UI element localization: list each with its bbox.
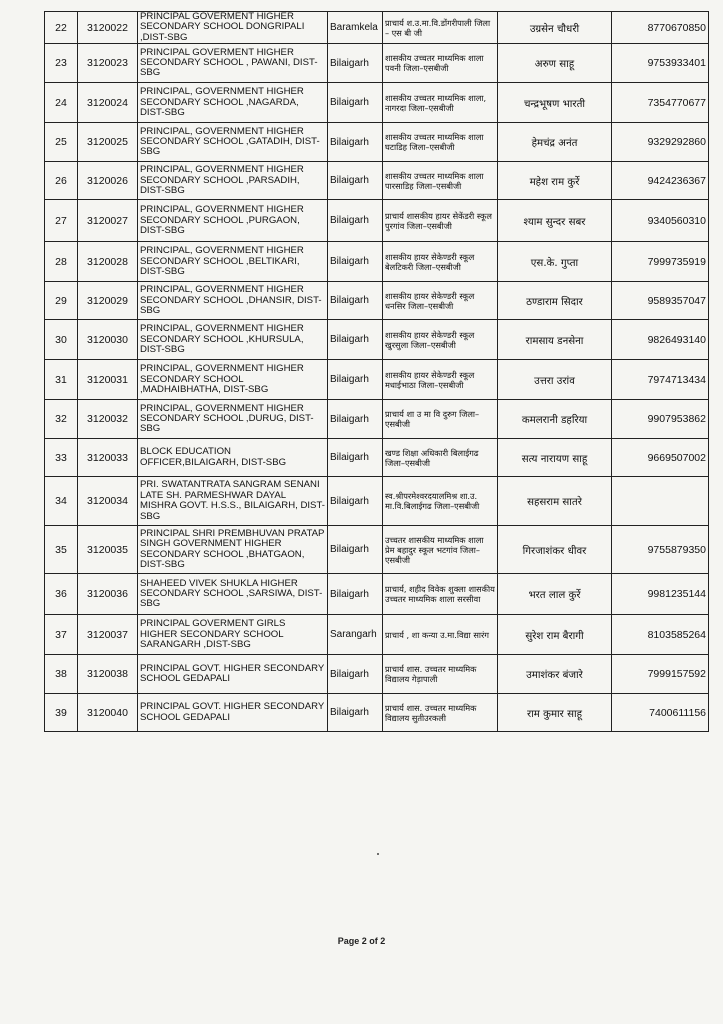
serial-number-cell: 33	[45, 439, 78, 477]
school-code-cell: 3120027	[78, 200, 138, 242]
table-row	[45, 360, 709, 400]
table-row	[45, 200, 709, 242]
officer-name-cell: गिरजाशंकर धीवर	[498, 526, 612, 574]
table-row	[45, 83, 709, 123]
school-name-cell: PRINCIPAL, GOVERNMENT HIGHER SECONDARY SCHOOL ,KHURSULA, DIST-SBG	[138, 320, 328, 360]
school-name-cell: PRINCIPAL, GOVERNMENT HIGHER SECONDARY SCHOOL ,PARSADIH, DIST-SBG	[138, 162, 328, 200]
block-cell: Bilaigarh	[328, 123, 383, 162]
office-hindi-cell: प्राचार्य, शहीद विवेक शुक्ला शासकीय उच्चतर माध्यमिक शाला सरसीवा	[383, 574, 498, 615]
school-code-cell: 3120037	[78, 615, 138, 655]
office-hindi-cell: शासकीय उच्चतर माध्यमिक शाला घटाडिह जिला–एसबीजी	[383, 123, 498, 162]
officer-name-cell: उत्तरा उरांव	[498, 360, 612, 400]
school-name-cell: PRINCIPAL, GOVERNMENT HIGHER SECONDARY SCHOOL ,DHANSIR, DIST-SBG	[138, 282, 328, 320]
block-cell: Bilaigarh	[328, 477, 383, 526]
table-row	[45, 526, 709, 574]
table-row	[45, 655, 709, 694]
table-body	[45, 12, 709, 732]
school-code-cell: 3120029	[78, 282, 138, 320]
school-code-cell: 3120038	[78, 655, 138, 694]
school-name-cell: PRINCIPAL, GOVERNMENT HIGHER SECONDARY SCHOOL ,NAGARDA, DIST-SBG	[138, 83, 328, 123]
officer-name-cell: श्याम सुन्दर सबर	[498, 200, 612, 242]
table-row	[45, 162, 709, 200]
phone-cell: 9669507002	[612, 439, 709, 477]
block-cell: Bilaigarh	[328, 83, 383, 123]
officer-name-cell: सहसराम सातरे	[498, 477, 612, 526]
table-row	[45, 123, 709, 162]
phone-cell: 7354770677	[612, 83, 709, 123]
serial-number-cell: 31	[45, 360, 78, 400]
block-cell: Bilaigarh	[328, 574, 383, 615]
officer-name-cell: अरुण साहू	[498, 44, 612, 83]
officer-name-cell: हेमचंद्र अनंत	[498, 123, 612, 162]
office-hindi-cell: शासकीय हायर सेकेण्डरी स्कूल बेलटिकरी जिला–एसबीजी	[383, 242, 498, 282]
page-number: Page 2 of 2	[337, 936, 386, 946]
school-code-cell: 3120034	[78, 477, 138, 526]
school-code-cell: 3120040	[78, 694, 138, 732]
school-code-cell: 3120030	[78, 320, 138, 360]
phone-cell: 7999157592	[612, 655, 709, 694]
officer-name-cell: सुरेश राम बैरागी	[498, 615, 612, 655]
officer-name-cell: भरत लाल कुर्रे	[498, 574, 612, 615]
school-name-cell: PRINCIPAL, GOVERNMENT HIGHER SECONDARY SCHOOL ,DURUG, DIST-SBG	[138, 400, 328, 439]
school-code-cell: 3120024	[78, 83, 138, 123]
school-name-cell: PRINCIPAL, GOVERNMENT HIGHER SECONDARY SCHOOL ,PURGAON, DIST-SBG	[138, 200, 328, 242]
block-cell: Bilaigarh	[328, 242, 383, 282]
serial-number-cell: 25	[45, 123, 78, 162]
block-cell: Bilaigarh	[328, 200, 383, 242]
table-row	[45, 694, 709, 732]
school-code-cell: 3120023	[78, 44, 138, 83]
school-code-cell: 3120028	[78, 242, 138, 282]
school-name-cell: PRI. SWATANTRATA SANGRAM SENANI LATE SH. PARMESHWAR DAYAL MISHRA GOVT. H.S.S., BILAIGARH, DIST-SBG	[138, 477, 328, 526]
block-cell: Bilaigarh	[328, 655, 383, 694]
officer-name-cell: एस.के. गुप्ता	[498, 242, 612, 282]
school-name-cell: PRINCIPAL GOVT. HIGHER SECONDARY SCHOOL GEDAPALI	[138, 655, 328, 694]
school-code-cell: 3120035	[78, 526, 138, 574]
table-row	[45, 320, 709, 360]
office-hindi-cell: प्राचार्य शा उ मा वि दुरुग जिला–एसबीजी	[383, 400, 498, 439]
officer-name-cell: उग्रसेन चौधरी	[498, 12, 612, 44]
officer-name-cell: ठण्डाराम सिदार	[498, 282, 612, 320]
officer-name-cell: कमलरानी डहरिया	[498, 400, 612, 439]
school-code-cell: 3120026	[78, 162, 138, 200]
phone-cell: 9329292860	[612, 123, 709, 162]
block-cell: Bilaigarh	[328, 320, 383, 360]
office-hindi-cell: शासकीय उच्चतर माध्यमिक शाला पारसाडिह जिला–एसबीजी	[383, 162, 498, 200]
school-name-cell: PRINCIPAL SHRI PREMBHUVAN PRATAP SINGH GOVERNMENT HIGHER SECONDARY SCHOOL ,BHATGAON, DIST-SBG	[138, 526, 328, 574]
serial-number-cell: 24	[45, 83, 78, 123]
block-cell: Bilaigarh	[328, 526, 383, 574]
phone-cell: 9340560310	[612, 200, 709, 242]
block-cell: Bilaigarh	[328, 282, 383, 320]
serial-number-cell: 36	[45, 574, 78, 615]
office-hindi-cell: प्राचार्य , शा कन्या उ.मा.विद्या सारंग	[383, 615, 498, 655]
school-name-cell: PRINCIPAL GOVERMENT GIRLS HIGHER SECONDARY SCHOOL SARANGARH ,DIST-SBG	[138, 615, 328, 655]
serial-number-cell: 35	[45, 526, 78, 574]
phone-cell: 9981235144	[612, 574, 709, 615]
phone-cell: 9424236367	[612, 162, 709, 200]
block-cell: Bilaigarh	[328, 162, 383, 200]
office-hindi-cell: प्राचार्य श.उ.मा.वि.डोंगरीपाली जिला – एस बी जी	[383, 12, 498, 44]
table-row	[45, 477, 709, 526]
officer-name-cell: चन्द्रभूषण भारती	[498, 83, 612, 123]
phone-cell: 7974713434	[612, 360, 709, 400]
table-row	[45, 44, 709, 83]
office-hindi-cell: प्राचार्य शास. उच्चतर माध्यमिक विद्यालय गेड़ापाली	[383, 655, 498, 694]
contact-table	[44, 11, 709, 732]
officer-name-cell: सत्य नारायण साहू	[498, 439, 612, 477]
phone-cell: 7999735919	[612, 242, 709, 282]
serial-number-cell: 38	[45, 655, 78, 694]
block-cell: Bilaigarh	[328, 439, 383, 477]
office-hindi-cell: शासकीय उच्चतर माध्यमिक शाला, नागरदा जिला–एसबीजी	[383, 83, 498, 123]
phone-cell: 8770670850	[612, 12, 709, 44]
school-name-cell: PRINCIPAL GOVT. HIGHER SECONDARY SCHOOL GEDAPALI	[138, 694, 328, 732]
serial-number-cell: 27	[45, 200, 78, 242]
block-cell: Sarangarh	[328, 615, 383, 655]
office-hindi-cell: खण्ड शिक्षा अधिकारी बिलाईगढ जिला–एसबीजी	[383, 439, 498, 477]
office-hindi-cell: उच्चतर शासकीय माध्यमिक शाला प्रेम बहादुर स्कूल भटगांव जिला–एसबीजी	[383, 526, 498, 574]
serial-number-cell: 23	[45, 44, 78, 83]
office-hindi-cell: शासकीय हायर सेकेण्डरी स्कूल खुरसुला जिला–एसबीजी	[383, 320, 498, 360]
serial-number-cell: 28	[45, 242, 78, 282]
office-hindi-cell: स्व.श्रीपरमेश्वरदयालमिश्र शा.उ. मा.वि.बिलाईगढ जिला–एसबीजी	[383, 477, 498, 526]
serial-number-cell: 26	[45, 162, 78, 200]
school-name-cell: SHAHEED VIVEK SHUKLA HIGHER SECONDARY SCHOOL ,SARSIWA, DIST-SBG	[138, 574, 328, 615]
table-row	[45, 439, 709, 477]
table-row	[45, 615, 709, 655]
phone-cell: 7400611156	[612, 694, 709, 732]
office-hindi-cell: प्राचार्य शास. उच्चतर माध्यमिक विद्यालय सुतीउरकली	[383, 694, 498, 732]
serial-number-cell: 37	[45, 615, 78, 655]
school-code-cell: 3120036	[78, 574, 138, 615]
school-code-cell: 3120031	[78, 360, 138, 400]
table-row	[45, 282, 709, 320]
school-name-cell: PRINCIPAL GOVERMENT HIGHER SECONDARY SCHOOL , PAWANI, DIST-SBG	[138, 44, 328, 83]
officer-name-cell: राम कुमार साहू	[498, 694, 612, 732]
serial-number-cell: 30	[45, 320, 78, 360]
phone-cell: 9589357047	[612, 282, 709, 320]
school-code-cell: 3120025	[78, 123, 138, 162]
block-cell: Bilaigarh	[328, 400, 383, 439]
officer-name-cell: रामसाय डनसेना	[498, 320, 612, 360]
office-hindi-cell: शासकीय उच्चतर माध्यमिक शाला पवनी जिला–एसबीजी	[383, 44, 498, 83]
block-cell: Baramkela	[328, 12, 383, 44]
office-hindi-cell: शासकीय हायर सेकेण्डरी स्कूल धनसिर जिला–एसबीजी	[383, 282, 498, 320]
phone-cell	[612, 477, 709, 526]
block-cell: Bilaigarh	[328, 694, 383, 732]
serial-number-cell: 39	[45, 694, 78, 732]
officer-name-cell: महेश राम कुर्रे	[498, 162, 612, 200]
school-code-cell: 3120022	[78, 12, 138, 44]
school-code-cell: 3120033	[78, 439, 138, 477]
school-name-cell: PRINCIPAL, GOVERNMENT HIGHER SECONDARY SCHOOL ,MADHAIBHATHA, DIST-SBG	[138, 360, 328, 400]
school-name-cell: PRINCIPAL, GOVERNMENT HIGHER SECONDARY SCHOOL ,GATADIH, DIST-SBG	[138, 123, 328, 162]
school-name-cell: PRINCIPAL GOVERMENT HIGHER SECONDARY SCHOOL DONGRIPALI ,DIST-SBG	[138, 12, 328, 44]
serial-number-cell: 29	[45, 282, 78, 320]
school-code-cell: 3120032	[78, 400, 138, 439]
phone-cell: 9907953862	[612, 400, 709, 439]
office-hindi-cell: प्राचार्य शासकीय हायर सेकेंडरी स्कूल पुरगांव जिला–एसबीजी	[383, 200, 498, 242]
phone-cell: 9755879350	[612, 526, 709, 574]
school-name-cell: BLOCK EDUCATION OFFICER,BILAIGARH, DIST-SBG	[138, 439, 328, 477]
school-name-cell: PRINCIPAL, GOVERNMENT HIGHER SECONDARY SCHOOL ,BELTIKARI, DIST-SBG	[138, 242, 328, 282]
serial-number-cell: 22	[45, 12, 78, 44]
serial-number-cell: 34	[45, 477, 78, 526]
office-hindi-cell: शासकीय हायर सेकेण्डरी स्कूल मधाईभाठा जिला–एसबीजी	[383, 360, 498, 400]
phone-cell: 9753933401	[612, 44, 709, 83]
table-row	[45, 242, 709, 282]
serial-number-cell: 32	[45, 400, 78, 439]
scan-speck	[377, 853, 379, 855]
phone-cell: 9826493140	[612, 320, 709, 360]
officer-name-cell: उमाशंकर बंजारे	[498, 655, 612, 694]
phone-cell: 8103585264	[612, 615, 709, 655]
table-row	[45, 400, 709, 439]
block-cell: Bilaigarh	[328, 360, 383, 400]
table-row	[45, 574, 709, 615]
table-row	[45, 12, 709, 44]
block-cell: Bilaigarh	[328, 44, 383, 83]
